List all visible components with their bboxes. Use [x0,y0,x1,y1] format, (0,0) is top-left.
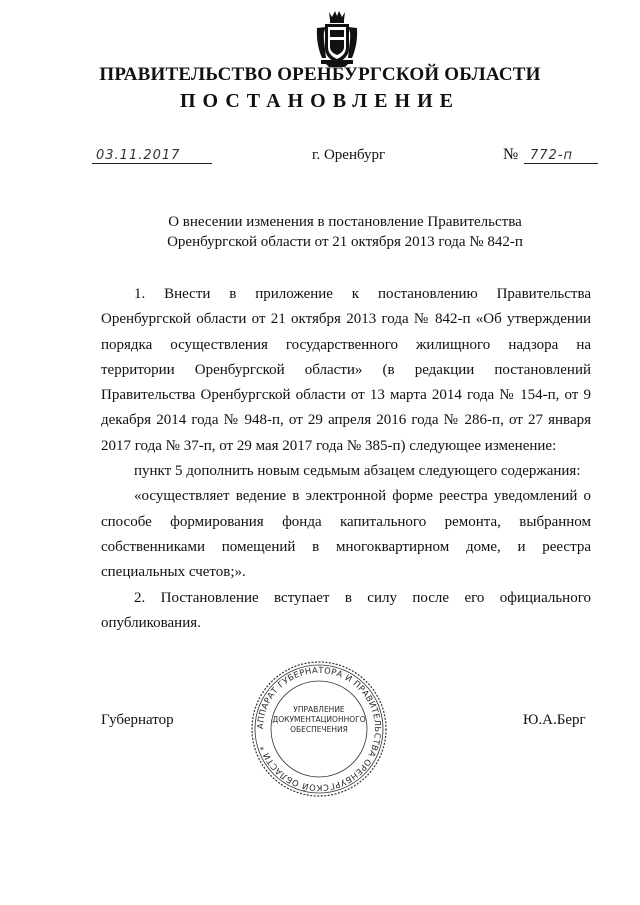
subject-line: О внесении изменения в постановление Правительства [168,214,522,230]
document-subject [100,212,590,252]
stamp-line: ДОКУМЕНТАЦИОННОГО [272,715,366,724]
document-city: г. Оренбург [312,147,386,163]
body-paragraph: «осуществляет ведение в электронной форме реестра уведомлений о способе формирования фонда капитального ремонта, выбранном собственниками помещений в многоквартирном доме, и реестра специальных счетов;». [101,488,591,581]
document-body [101,282,591,636]
document-date: 03.11.2017 [92,148,212,164]
body-paragraph: 1. Внести в приложение к постановлению Правительства Оренбургской области от 21 октября 2013 года № 842-п «Об утверждении порядка осуществления государственного жилищного надзора на территории Оренбургской области» (в редакции постановлений Правительства Оренбургской области от 13 марта 2014 года № 154-п, от 9 декабря 2014 года № 948-п, от 29 апреля 2016 года № 286-п, от 27 января 2017 года № 37-п, от 29 мая 2017 года № 385-п) следующее изменение: [101,286,591,454]
subject-line: Оренбургской области от 21 октября 2013 года № 842-п [167,234,523,250]
signer-name: Ю.А.Берг [523,712,586,728]
stamp-center-text [270,705,368,735]
body-paragraph: пункт 5 дополнить новым седьмым абзацем следующего содержания: [134,463,581,480]
document-type-heading: ПОСТАНОВЛЕНИЕ [180,90,460,112]
stamp-line: ОБЕСПЕЧЕНИЯ [290,725,348,734]
document-number: 772-п [524,148,598,164]
stamp-ring-text: АППАРАТ ГУБЕРНАТОРА И ПРАВИТЕЛЬСТВА ОРЕНБУРГСКОЙ ОБЛАСТИ * [254,664,384,794]
coat-of-arms-icon [314,10,360,68]
government-title: ПРАВИТЕЛЬСТВО ОРЕНБУРГСКОЙ ОБЛАСТИ [99,64,541,85]
body-paragraph: 2. Постановление вступает в силу после его официального опубликования. [101,589,591,631]
signer-position: Губернатор [101,712,174,728]
stamp-line: УПРАВЛЕНИЕ [293,705,345,714]
document-number-label: № [503,146,519,163]
